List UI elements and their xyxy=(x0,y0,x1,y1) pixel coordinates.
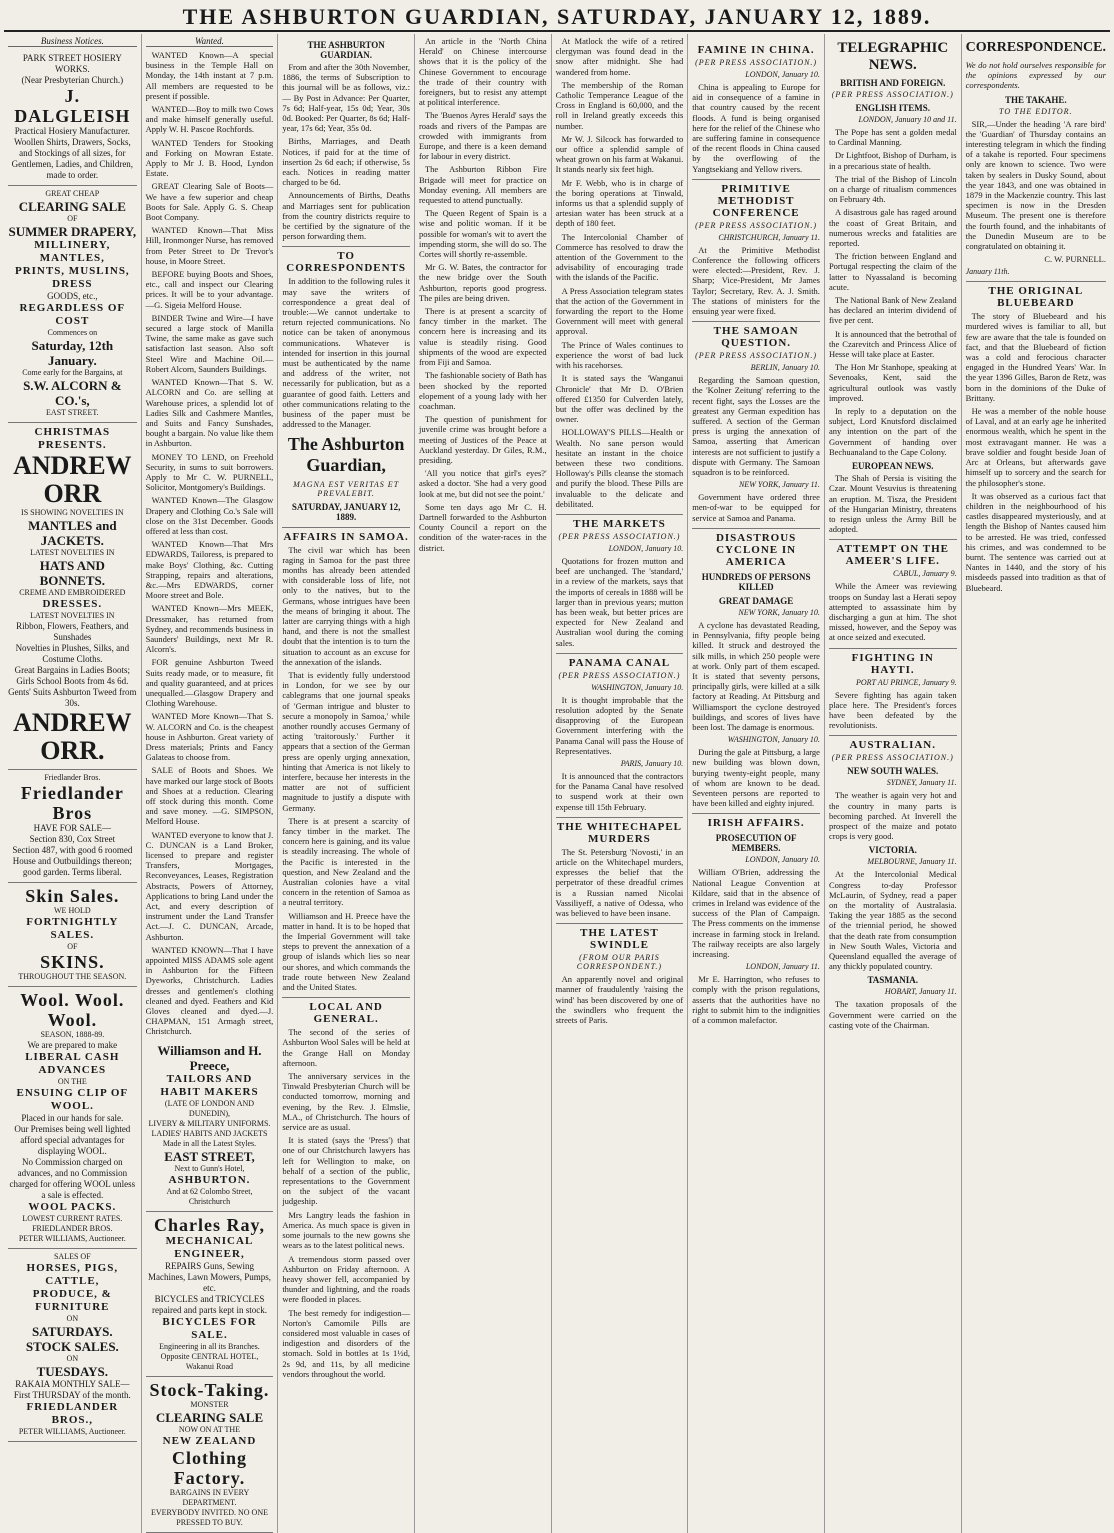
ad-line: HATS AND BONNETS. xyxy=(39,558,106,588)
ad-line: OF xyxy=(67,214,78,223)
english-item: The Pope has sent a golden medal to Cardinal Manning. xyxy=(828,127,957,148)
ad-line: PRINTS, MUSLINS, DRESS xyxy=(14,265,130,290)
letter-date: January 11th. xyxy=(965,267,1010,277)
local-news-item: A tremendous storm passed over Ashburton on Friday afternoon. A heavy shower fell, accompanied by thunder and lightning, and the roads were flooded in places. xyxy=(282,1253,410,1305)
ad-line: FORTNIGHTLY SALES. xyxy=(26,916,119,941)
section-heading: LOCAL AND GENERAL. xyxy=(282,997,410,1025)
article-paragraph: The story of Bluebeard and his murdered wives is familiar to all, but few are aware that the tale is founded on fact, and that the Bluebeard of fiction was a cold and ferocious character engaged in the Hundred Years' War. In the year 1396 Gilles, Baron de Retz, was born in the dominions of the Duke of Brittany. xyxy=(965,311,1106,403)
section-subheading: BRITISH AND FOREIGN. xyxy=(840,78,946,88)
dateline: CHRISTCHURCH, January 11. xyxy=(718,232,820,242)
ad-line: MANTLES and JACKETS. xyxy=(28,518,117,548)
dateline: HOBART, January 11. xyxy=(884,987,957,997)
wanted-ad: WANTED Known—That S. W. ALCORN and Co. are selling at Warehouse prices, a splendid lot of Ladies Silk and Cashmere Mantles, and Suits and Fancy Sunshades, bought a bargain. No value like them in Ashburton. xyxy=(145,377,274,449)
ad-line: MONSTER xyxy=(190,1399,229,1409)
ad-line: RAKAIA MONTHLY SALE—First THURSDAY of the month. xyxy=(13,1379,131,1400)
wanted-ad: MONEY TO LEND, on Freehold Security, in sums to suit borrowers. Apply to Mr C. W. PURNELL, Solicitor, Montgomery's Buildings. xyxy=(145,451,274,493)
ad-line: TUESDAYS. xyxy=(36,1364,109,1379)
column-editorial xyxy=(277,34,414,1533)
wanted-ad: WANTED everyone to know that J. C. DUNCAN is a Land Broker, licensed to prepare and register Transfers, Mortgages, Reconveyances, Leases, Registration Abstracts, Powers of Attorney, Applications to bring Land under the Act, and every description of instrument under the Land Transfer Act.—J. C. DUNCAN, Arcade, Ashburton. xyxy=(145,829,274,942)
issue-date: SATURDAY, JANUARY 12, 1889. xyxy=(291,501,401,522)
ad-line: SEASON, 1888-89. xyxy=(40,1030,105,1039)
ad-line: ON xyxy=(66,1314,79,1323)
ad-line: And at 62 Colombo Street, Christchurch xyxy=(166,1186,253,1206)
ad-line: Skin Sales. xyxy=(25,886,120,906)
english-item: In reply to a deputation on the subject, Lord Knutsford disclaimed any intention on the part of the Government of handing over Bechuanaland to the Cape Colony. xyxy=(828,406,957,457)
ad-line: Novelties in Plushes, Silks, and Costume Cloths. xyxy=(15,643,130,664)
section-subheading: TO THE EDITOR. xyxy=(999,106,1073,116)
news-item: HOLLOWAY'S PILLS—Health or Wealth. No sane person would hesitate an instant in the choice between these two conditions. Holloway's Pills cleanse the stomach and purify the blood. These Pills are invaluable to the delicate and debilitated. xyxy=(555,427,684,509)
article-text: While the Ameer was reviewing troops on Sunday last a Herati sepoy attempted to assassinate him by discharging a gun at him. The shot missed, however, and the Sepoy was at once seized and executed. xyxy=(828,581,957,643)
ad-line: Ribbon, Flowers, Feathers, and Sunshades xyxy=(16,621,129,642)
correspondents-note: In addition to the following rules it may save the writers of correspondence a great deal of trouble:—We cannot undertake to return rejected communications. No notice can be taken of anonymous communications. Whatever is intended for insertion in this journal must be authenticated by the name and address of the writer, not necessarily for publication, but as a guarantee of good faith. Letters and other communications relating to the business of the paper must be addressed to the Manager. xyxy=(282,276,410,430)
article-paragraph: The civil war which has been raging in Samoa for the past three months has already been attended with considerable loss of life, not only to the natives, but to the Germans, whose intrigues have been the means of bringing it about. The latter are carrying things with a high hand, and there is not the smallest doubt that the intention is to turn the situation to account as an excuse for the annexation of the islands. xyxy=(282,544,410,667)
ad-line: LOWEST CURRENT RATES. xyxy=(22,1214,123,1223)
section-heading: DISASTROUS CYCLONE IN AMERICA xyxy=(692,528,820,568)
dateline: CABUL, January 9. xyxy=(893,569,957,579)
article-paragraph: That is evidently fully understood in London, for we see by our cablegrams that one journal speaks of 'German intrigue and bluster to secure a monopoly in Samoa,' while another roundly accuses Germany of acting 'traitorously.' Further it appears that a section of the German press are openly urging annexation, hinting that America is not likely to interfere, because her interests in the matter are not of sufficient magnitude to justify a dispute with Germany. xyxy=(282,669,410,813)
dateline: NEW YORK, January 10. xyxy=(738,607,820,617)
ad-line: Saturday, 12th January. xyxy=(31,338,114,368)
dateline: LONDON, January 10 and 11. xyxy=(858,115,957,124)
section-heading: PANAMA CANAL xyxy=(556,653,684,669)
section-subheading: (PER PRESS ASSOCIATION.) xyxy=(695,351,818,361)
news-item: The Intercolonial Chamber of Commerce has resolved to draw the attention of the Government to the advisability of encouraging trade with the islands of the Pacific. xyxy=(555,231,684,283)
section-subheading: HUNDREDS OF PERSONS KILLED xyxy=(701,571,811,592)
dateline: SYDNEY, January 11. xyxy=(886,778,957,788)
dateline: LONDON, January 10. xyxy=(608,543,684,553)
ad-line: OF xyxy=(67,942,78,951)
section-subheading: PROSECUTION OF MEMBERS. xyxy=(715,833,797,854)
article-text: At the Intercolonial Medical Congress to-day Professor McLaurin, of Sydney, read a paper on the mortality of Australasia. Taking the year 1885 as the second of the triennial period, he showed that the death rate from consumption in New South Wales, Victoria and Queensland equalled the average of any thickly populated country. xyxy=(828,869,957,972)
ad-sales xyxy=(8,1249,137,1442)
section-heading: THE ORIGINAL BLUEBEARD xyxy=(966,281,1106,309)
section-heading: ENGLISH ITEMS. xyxy=(855,103,931,113)
article-text: Quotations for frozen mutton and beef are unchanged. The 'standard,' in a review of the markets, says that the imports of cereals in 1888 will be larger than in previous years; mutton has been weak, but better prices are expected for New Zealand and Australian wool during the coming sales. xyxy=(555,555,684,648)
ad-line: LIVERY & MILITARY UNIFORMS. xyxy=(148,1118,271,1128)
ad-line: SKINS. xyxy=(40,952,105,972)
ad-line: (LATE OF LONDON AND DUNEDIN), xyxy=(164,1098,255,1118)
ad-line: Section 487, with good 6 roomed House and Outbuildings thereon; good garden. Terms liberal. xyxy=(12,845,133,877)
ad-charles-ray xyxy=(146,1212,274,1377)
news-item: The fashionable society of Bath has been shocked by the reported elopement of a young lady with her coachman. xyxy=(418,370,547,411)
news-items xyxy=(556,36,684,509)
ad-line: LADIES' HABITS AND JACKETS xyxy=(151,1128,268,1138)
article-text: It is announced that the contractors for the Panama Canal have resolved to suspend work at their own expense till 15th February. xyxy=(555,770,684,812)
dateline: WASHINGTON, January 10. xyxy=(591,682,684,692)
ad-line: TAILORS AND HABIT MAKERS xyxy=(160,1072,259,1098)
news-item: The membership of the Roman Catholic Temperance League of the Cross in England is 60,000, and the roll in Ireland greatly exceeds this number. xyxy=(555,79,684,131)
ad-line: Gents' Suits Ashburton Tweed from 30s. xyxy=(8,687,137,708)
article-text: The weather is again very hot and the country in many parts is becoming parched. At Inverell the prospect of the maize and potato crops is very good. xyxy=(828,790,957,842)
ad-line: GREAT CHEAP xyxy=(45,189,100,198)
section-heading: THE LATEST SWINDLE xyxy=(556,923,684,951)
wanted-ad: WANTED Known—That Miss Hill, Ironmonger Nurse, has removed from Peter Street to Dr Trevor's house, in Moore Street. xyxy=(145,225,274,266)
wanted-ad: BEFORE buying Boots and Shoes, etc., call and inspect our Clearing prices. It will be to your advantage.—G. Sigeia Melford House. xyxy=(145,269,274,310)
ad-name: J. DALGLEISH xyxy=(14,86,131,126)
column-header: Business Notices. xyxy=(8,36,137,47)
ad-line: (Near Presbyterian Church.) xyxy=(21,75,124,85)
announcement-note: Announcements of Births, Deaths and Marriages sent for publication from the country districts require to be certified by the signature of the person forwarding them. xyxy=(282,190,410,242)
ad-line: Come early for the Bargains, at xyxy=(22,368,123,377)
column-header: Wanted. xyxy=(146,36,274,47)
local-news-item: The anniversary services in the Tinwald Presbyterian Church will be conducted tomorrow, morning and evening, by the Rev. J. Elmslie, M.A., of Christchurch. The hours of service are as usual. xyxy=(282,1071,410,1133)
article-text: It is thought improbable that the resolution adopted by the Senate disapproving of the European Government interfering with the Panama Canal will pass the House of Representatives. xyxy=(555,694,684,756)
section-heading: CORRESPONDENCE. xyxy=(965,40,1106,55)
ad-line: Williamson and H. Preece, xyxy=(157,1042,262,1073)
section-heading: VICTORIA. xyxy=(868,845,917,856)
english-item: The Hon Mr Stanhope, speaking at Sevenoaks, Kent, said the agricultural outlook was vastly improved. xyxy=(828,362,957,403)
ad-line: No Commission charged on advances, and no Commission charged for offering WOOL unless a sale is effected. xyxy=(9,1157,136,1200)
local-news-item: The second of the series of Ashburton Wool Sales will be held at the Grange Hall on Monday afternoon. xyxy=(282,1027,410,1068)
affairs-article xyxy=(282,545,410,993)
letter-signature: C. W. PURNELL. xyxy=(1044,254,1106,265)
article-text: The Shah of Persia is visiting the Czar. Mount Vesuvius is threatening an eruption. M. Tisza, the President of the Hungarian Ministry, threatens to resign unless the Army Bill be adopted. xyxy=(828,473,957,535)
section-subheading: (PER PRESS ASSOCIATION.) xyxy=(831,753,954,763)
news-item: The 'Buenos Ayres Herald' says the roads and rivers of the Pampas are crowded with immigrants from Europe, and there is a keen demand for labour in every district. xyxy=(418,110,547,162)
ad-line: Stock-Taking. xyxy=(149,1379,270,1400)
ad-line: FRIEDLANDER BROS., xyxy=(26,1401,119,1426)
ad-line: Section 830, Cox Street xyxy=(29,834,116,844)
ad-line: HAVE FOR SALE— xyxy=(33,823,111,833)
section-heading: EUROPEAN NEWS. xyxy=(852,461,934,472)
section-subheading: (PER PRESS ASSOCIATION.) xyxy=(558,531,681,541)
ad-line: WOOL PACKS. xyxy=(28,1201,117,1213)
column-correspondence xyxy=(961,34,1110,1533)
section-subheading: (PER PRESS ASSOCIATION.) xyxy=(695,220,818,230)
ad-line: Woollen Shirts, Drawers, Socks, and Stockings of all sizes, for Gentlemen, Ladies, and Children, made to order. xyxy=(11,137,134,180)
ad-line: BICYCLES and TRICYCLES repaired and parts kept in stock. xyxy=(152,1293,267,1315)
wanted-ad: WANTED Known—The Glasgow Drapery and Clothing Co.'s Sale will close on the 31st December. Goods offered at less than cost. xyxy=(145,495,274,536)
english-item: The friction between England and Portugal respecting the claim of the latter to Nyassaland is becoming acute. xyxy=(828,251,957,292)
english-item: The trial of the Bishop of Lincoln on a charge of ritualism commences on February 4th. xyxy=(828,173,957,205)
local-news-item: The best remedy for indigestion—Norton's Camomile Pills are considered most valuable in cases of indigestion and disorders of the stomach. Sold in bottles at 1s 1½d, 2s 9d, and 11s, by all medicine vendors throughout the world. xyxy=(282,1307,410,1379)
nameplate: The Ashburton Guardian, xyxy=(287,433,405,475)
article-text: Severe fighting has again taken place here. The President's forces have been defeated by the revolutionists. xyxy=(828,689,957,731)
news-item: There is at present a scarcity of fancy timber in the market. The concern here is increasing and its value is steadily rising. Good shipments of the wood are expected from Fiji and Samoa. xyxy=(418,306,547,368)
wanted-ad: WANTED Known—That Mrs EDWARDS, Tailoress, is prepared to make Boys' Clothing, &c. Cutting Strapping, repairs and alterations, &c.—Mrs EDWARDS, corner Moore street and Bole. xyxy=(145,539,274,601)
ad-line: Engineering in all its Branches. xyxy=(159,1341,260,1351)
news-item: Mr F. Webb, who is in charge of the boring operations at Tinwald, informs us that a splendid supply of artesian water has been struck at a depth of 180 feet. xyxy=(555,177,684,229)
article-paragraph: It was observed as a curious fact that children in the neighbourhood of his castles disappeared mysteriously, and at length the Bishop of Nantes caused him to be arrested. He was tried, confessed his crimes, and was condemned to be burnt. The sentence was carried out at Nantes in 1440, and the story of his misdeeds passed into tradition as that of Bluebeard. xyxy=(965,490,1106,593)
section-heading: TELEGRAPHIC NEWS. xyxy=(837,40,949,73)
news-item: An article in the 'North China Herald' on Chinese intercourse shows that it is the policy of the Chinese Government to encourage the trade of their country with foreigners, but to resist any attempt at political interference. xyxy=(418,36,547,108)
ad-line: Our Premises being well lighted afford special advantages for displaying WOOL. xyxy=(14,1124,131,1156)
section-subheading: (PER PRESS ASSOCIATION.) xyxy=(831,90,954,99)
section-heading: AFFAIRS IN SAMOA. xyxy=(282,527,410,543)
article-text: Mr E. Harrington, who refuses to comply with the prison regulations, asserts that the authorities have no right to submit him to the indignities of a common malefactor. xyxy=(692,974,820,1025)
english-item: It is announced that the betrothal of the Czarevitch and Princess Alice of Hesse will take place at Easter. xyxy=(828,328,957,360)
ad-line: We are prepared to make xyxy=(27,1040,118,1050)
ad-line: MILLINERY, MANTLES, xyxy=(34,239,111,264)
ad-line: LATEST NOVELTIES IN xyxy=(30,611,115,620)
wanted-ad: FOR genuine Ashburton Tweed Suits ready made, or to measure, fit and quality guaranteed, and at prices unequalled.—Glasgow Drapery and Clothing Warehouse. xyxy=(145,657,274,709)
masthead-title: THE ASHBURTON GUARDIAN, SATURDAY, JANUARY 12, 1889. xyxy=(182,4,932,29)
wanted-ad: WANTED Known—A special business in the Temple Hall on Monday, the 14th instant at 7 p.m. All members are requested to be present if possible. xyxy=(145,50,274,101)
article-text: William O'Brien, addressing the National League Convention at Kildare, said that in the absence of crimes in Ireland was evidence of the success of the Plan of Campaign. The Press comments on the immense increase in farming stock in Ireland. The railway receipts are also largely increasing. xyxy=(692,867,820,959)
section-subheading: (PER PRESS ASSOCIATION.) xyxy=(695,58,818,67)
subscription-terms: From and after the 30th November, 1886, the terms of Subscription to this journal will be as follows, viz.:— By Post in Advance: Per Quarter, 7s 6d; Half-year, 15s 0d; Year, 30s 0d. Booked: Per Quarter, 8s 6d; Half-year, 17s 6d; Year, 35s 0d. xyxy=(282,62,410,134)
ad-line: CLEARING SALE xyxy=(155,1409,264,1425)
ad-line: FRIEDLANDER BROS. xyxy=(32,1224,113,1233)
ad-line: BICYCLES FOR SALE. xyxy=(162,1315,257,1341)
article-text: The St. Petersburg 'Novosti,' in an article on the Whitechapel murders, expresses the belief that the perpetrator of these dreadful crimes is a Russian named Nicolai Vassiliyeff, a native of Odessa, who was believed to have been insane. xyxy=(555,846,684,919)
column-cables xyxy=(687,34,824,1533)
ad-wool xyxy=(8,987,137,1249)
ad-williamson-preece xyxy=(146,1040,274,1212)
ad-line: ENSUING CLIP OF WOOL. xyxy=(16,1087,129,1112)
dateline: BERLIN, January 10. xyxy=(750,363,820,373)
ad-line: NOW ON AT THE xyxy=(178,1424,241,1434)
news-item: 'All you notice that girl's eyes?' asked a doctor. 'She had a very good look at me, but did not see the point.' xyxy=(418,468,547,499)
ad-line: Next to Gunn's Hotel, xyxy=(174,1163,245,1173)
ad-line: STOCK SALES. xyxy=(25,1339,119,1354)
dateline: LONDON, January 10. xyxy=(745,855,820,865)
dateline: LONDON, January 10. xyxy=(745,70,820,79)
article-paragraph: He was a member of the noble house of Laval, and at an early age he inherited enormous wealth, which he spent in the most extravagant manner. He was a brave soldier and fought beside Joan of Arc at Orleans, but afterwards gave himself up to sorcery and the search for the philosopher's stone. xyxy=(965,406,1106,488)
wanted-ad: WANTED KNOWN—That I have appointed MISS ADAMS sole agent in Ashburton for the Fifteen Dyeworks, Christchurch. Ladies dresses and gentlemen's clothing cleaned and dyed. Feathers and Kid Gloves cleaned and dyed.—J. CHAPMAN, 151 Armagh street, Christchurch. xyxy=(145,944,274,1037)
ad-line: Placed in our hands for sale. xyxy=(21,1113,124,1123)
wanted-ad: SALE of Boots and Shoes. We have marked our large stock of Boots and Shoes at a reduction. Clearing off stock during this month. Come and save money. —G. SIMPSON, Melford House. xyxy=(145,765,274,827)
dateline: WASHINGTON, January 10. xyxy=(727,735,820,745)
ad-line: PRODUCE, & FURNITURE xyxy=(32,1288,112,1313)
ad-line: Clothing Factory. xyxy=(171,1447,247,1488)
newspaper-page xyxy=(4,4,1110,1527)
ad-line: SATURDAYS. xyxy=(32,1324,113,1339)
ad-line: PETER WILLIAMS, Auctioneer. xyxy=(18,1427,126,1436)
ad-clothing-factory xyxy=(146,1377,274,1533)
ad-line: Practical Hosiery Manufacturer. xyxy=(14,126,130,136)
disclaimer: We do not hold ourselves responsible for the opinions expressed by our correspondents. xyxy=(965,60,1106,91)
column-news-items xyxy=(414,34,551,1533)
ad-line: Friedlander Bros xyxy=(20,783,124,823)
columns xyxy=(4,34,1110,1527)
ad-line: GOODS, etc., xyxy=(47,291,98,301)
news-item: The Ashburton Ribbon Fire Brigade will meet for practice on Monday evening. All members are requested to attend punctually. xyxy=(418,164,547,206)
wanted-ad: BINDER Twine and Wire—I have secured a large stock of Manilla Twine, the same make as gave such satisfaction last season. Also soft Steel Wire and Machine Oil.—Robert Alcorn, Saunders Buildings. xyxy=(145,312,274,374)
ad-andrew-orr xyxy=(8,423,137,770)
ad-line: Great Bargains in Ladies Boots; Girls School Boots from 4s 6d. xyxy=(14,665,130,686)
ad-line: CHRISTMAS PRESENTS. xyxy=(34,426,111,451)
ad-line: DRESSES. xyxy=(42,598,103,610)
ad-line: ANDREW ORR xyxy=(13,451,132,508)
section-heading: TO CORRESPONDENTS xyxy=(282,246,410,274)
article-text: Regarding the Samoan question, the 'Kolner Zeitung' referring to the recent fight, says the Losses are the greatest any German expedition has suffered. A section of the German press is urging the annexation of Samoa, asserting that American interests are not sufficient to justify a dispute with Germany. The Samoan squadron is to be reinforced. xyxy=(692,375,820,478)
ad-line: HORSES, PIGS, CATTLE, xyxy=(26,1262,119,1287)
article-text: Government have ordered three men-of-war to be equipped for service at Samoa and Panama. xyxy=(692,492,820,523)
section-subheading: (FROM OUR PARIS CORRESPONDENT.) xyxy=(576,953,663,972)
dateline: PORT AU PRINCE, January 9. xyxy=(856,677,957,687)
dateline: LONDON, January 11. xyxy=(745,962,820,972)
section-heading: FAMINE IN CHINA. xyxy=(697,44,815,56)
dateline: MELBOURNE, January 11. xyxy=(867,857,957,867)
news-item: It is stated says the 'Wanganui Chronicle' that Mr D. O'Brien offered £1350 for Culverden lately, but the offer was declined by the owner. xyxy=(555,373,684,425)
column-wanted xyxy=(141,34,278,1533)
ad-line: IS SHOWING NOVELTIES IN xyxy=(21,508,124,517)
section-subheading: GREAT DAMAGE xyxy=(718,595,794,606)
news-item: A Press Association telegram states that the action of the Government in forwarding the report to the Home Government will meet with general approval. xyxy=(555,285,684,337)
section-heading: THE MARKETS xyxy=(556,514,684,530)
wanted-ad: WANTED More Known—That S. W. ALCORN and Co. is the cheapest house in Ashburton. Great variety of Dress materials; Prints and Fancy Galateas to choose from. xyxy=(145,711,274,763)
ad-line: Friedlander Bros. xyxy=(44,773,101,782)
notices-rates: Births, Marriages, and Death Notices, if paid for at the time of insertion 2s 6d each; if otherwise, 5s each. Notices in reading matter charged to be 6d. xyxy=(282,136,410,188)
section-heading: THE TAKAHE. xyxy=(1004,94,1067,105)
ad-line: WE HOLD xyxy=(54,906,91,915)
bluebeard-article xyxy=(966,311,1106,592)
ad-line: SUMMER DRAPERY, xyxy=(8,224,137,239)
section-heading: IRISH AFFAIRS. xyxy=(692,813,820,829)
section-heading: THE SAMOAN QUESTION. xyxy=(692,321,820,349)
ad-line: CLEARING SALE xyxy=(18,199,126,214)
news-item: At Matlock the wife of a retired clergyman was found dead in the snow after midnight. She had wandered from home. xyxy=(555,36,684,77)
motto: MAGNA EST VERITAS ET PREVALEBIT. xyxy=(293,479,400,498)
column-news-markets xyxy=(551,34,688,1533)
section-heading: TASMANIA. xyxy=(867,975,919,986)
ad-line: Opposite CENTRAL HOTEL, Wakanui Road xyxy=(160,1351,259,1371)
article-text: China is appealing to Europe for aid in consequence of a famine in that country caused by the recent floods. A fund is being organised here for the relief of the Chinese who are suffering famine in consequence of the recent floods in China caused by the overflowing of the Yangtsekiang and Yellow rivers. xyxy=(692,82,820,174)
letter-text: SIR,—Under the heading 'A rare bird' the 'Guardian' of Thursday contains an interesting telegram in which the finding of a takahe is reported. Four specimens only are known to science. Two were taken by sealers in Dusky Sound, about the year 1843, and one was obtained in 1879 in the Mackenzie country. This last specimen is now in the Dresden Museum. The present one is therefore the fourth found, and the inhabitants of the Dunedin Museum are to be congratulated on obtaining it. xyxy=(965,118,1106,252)
wanted-ad: WANTED Tenders for Stooking and Forking on Mowran Estate. Apply to Mr J. B. Hood, Lyndon Estate. xyxy=(145,137,274,179)
wanted-ad: WANTED Known—Mrs MEEK, Dressmaker, has returned from Sydney, and recommends business in Saunders' Buildings, next Mr R. Alcorn's. xyxy=(145,603,274,655)
news-item: Mr G. W. Bates, the contractor for the new bridge over the South Ashburton, reports good progress. The piles are being driven. xyxy=(418,262,547,303)
article-text: At the Primitive Methodist Conference the following officers were elected:—President, Rev. J. Sharp; Vice-President, Mr James Taylor; Secretary, Rev. A. J. Smith. The stations of ministers for the ensuing year were fixed. xyxy=(692,244,820,317)
ad-line: ANDREW ORR. xyxy=(13,708,132,765)
ad-line: MECHANICAL ENGINEER, xyxy=(165,1234,254,1260)
section-heading: ATTEMPT ON THE AMEER'S LIFE. xyxy=(829,539,957,567)
ad-line: REPAIRS Guns, Sewing Machines, Lawn Mowers, Pumps, etc. xyxy=(147,1260,271,1293)
ad-line: EAST STREET, xyxy=(164,1148,255,1164)
ad-line: CREME AND EMBROIDERED xyxy=(19,588,126,597)
section-heading: FIGHTING IN HAYTI. xyxy=(829,648,957,676)
article-paragraph: There is at present a scarcity of fancy timber in the market. The concern here is gaining, and its value is steadily increasing. The whole of the Pacific is interested in the question, and New Zealand and the Australian colonies have a vital concern in the retention of Samoa as a neutral territory. xyxy=(282,815,410,908)
ad-park-street-hosiery xyxy=(8,50,137,186)
ad-line: Charles Ray, xyxy=(153,1214,265,1235)
local-news-item: Mrs Langtry leads the fashion in America. As much space is given in some journals to the new gowns she wears as to the latest political news. xyxy=(282,1209,410,1251)
section-heading: NEW SOUTH WALES. xyxy=(847,766,939,777)
column-business-notices xyxy=(4,34,141,1533)
ad-line: ON THE xyxy=(57,1077,87,1086)
section-heading: THE WHITECHAPEL MURDERS xyxy=(556,817,684,845)
ad-line: LATEST NOVELTIES IN xyxy=(30,548,115,557)
section-heading: PRIMITIVE METHODIST CONFERENCE xyxy=(692,179,820,219)
local-news-item: It is stated (says the 'Press') that one of our Christchurch lawyers has left for Wellington to make, on behalf of a section of the public, representations to the Government on the subject of the vacant judgeship. xyxy=(282,1135,410,1207)
article-text: The taxation proposals of the Government were carried on the casting vote of the Chairman. xyxy=(828,999,957,1030)
news-item: Mr W. J. Silcock has forwarded to our office a splendid sample of wheat grown on his farm at Wakanui. It stands nearly six feet high. xyxy=(555,133,684,175)
ad-line: LIBERAL CASH ADVANCES xyxy=(25,1051,120,1076)
english-item: A disastrous gale has raged around the coast of Great Britain, and numerous wrecks and fatalities are reported. xyxy=(828,207,957,249)
english-item: Dr Lightfoot, Bishop of Durham, is in a precarious state of health. xyxy=(828,150,957,171)
article-text: During the gale at Pittsburg, a large new building was blown down, burying twenty-eight people, many of whom are known to be dead. Seventeen persons are reported to have been killed and eighty injured. xyxy=(692,747,820,809)
ad-line: S.W. ALCORN & CO.'s, xyxy=(23,378,122,408)
ad-line: REGARDLESS OF COST xyxy=(19,302,126,327)
ad-line: THROUGHOUT THE SEASON. xyxy=(18,972,127,981)
ad-line: Wool. Wool. Wool. xyxy=(20,990,125,1030)
ad-clearing-sale xyxy=(8,186,137,423)
ad-friedlander-property xyxy=(8,770,137,883)
section-heading: AUSTRALIAN. xyxy=(829,735,957,751)
local-news xyxy=(282,1027,410,1379)
news-item: The Prince of Wales continues to experience the worst of bad luck with his racehorses. xyxy=(555,339,684,371)
english-item: The National Bank of New Zealand has declared an interim dividend of five per cent. xyxy=(828,295,957,326)
wanted-list xyxy=(146,50,274,1037)
news-item: Some ten days ago Mr C. H. Dartnell forwarded to the Ashburton County Council a report on the condition of the water-races in the district. xyxy=(418,501,547,553)
ad-line: PETER WILLIAMS, Auctioneer. xyxy=(18,1234,126,1243)
ad-line: ASHBURTON. xyxy=(168,1173,251,1186)
section-subheading: (PER PRESS ASSOCIATION.) xyxy=(558,670,681,680)
column-telegraphic-news xyxy=(824,34,961,1533)
ad-line: BARGAINS IN EVERY xyxy=(169,1487,250,1497)
section-heading: THE ASHBURTON GUARDIAN. xyxy=(307,40,385,60)
masthead xyxy=(4,4,1110,32)
wanted-ad: GREAT Clearing Sale of Boots—We have a few superior and cheap Boots for Sale. Apply G. S. Cheap Boot Company. xyxy=(145,181,274,223)
ad-line: Commences on xyxy=(47,328,98,337)
ad-line: Made in all the Latest Styles. xyxy=(162,1138,257,1148)
news-items xyxy=(419,36,547,553)
ad-line: EVERYBODY INVITED. NO ONE PRESSED TO BUY. xyxy=(150,1507,268,1527)
ad-line: EAST STREET. xyxy=(46,408,99,417)
article-text: An apparently novel and original manner of fraudulently 'raising the wind' has been discovered by one of the swindlers who frequent the streets of Paris. xyxy=(555,974,684,1026)
ad-line: SALES OF xyxy=(53,1252,91,1261)
ad-skin-sales xyxy=(8,883,137,987)
ad-line: PARK STREET HOSIERY WORKS. xyxy=(22,53,122,74)
dateline: NEW YORK, January 11. xyxy=(738,480,820,490)
ad-line: DEPARTMENT. xyxy=(182,1497,237,1507)
news-item: The question of punishment for juvenile crime was brought before a meeting of Justices of the Peace at Auckland yesterday. Dr Giles, R.M., presiding. xyxy=(418,414,547,465)
news-item: The Queen Regent of Spain is a wise and politic woman. If it be possible for woman's wit to avert the impending storm, she will do so. The Cortes will shortly re-assemble. xyxy=(418,208,547,260)
english-items xyxy=(829,127,957,457)
article-text: A cyclone has devastated Reading, in Pennsylvania, fifty people being killed. It struck and destroyed the silk mills, in which 250 people were at work. Only part of them escaped. It is stated that seventy persons, principally girls, were killed at a silk factory at Reading. At Pittsburg and Williamsport the cyclone destroyed buildings, and scores of lives have been lost. The damage is enormous. xyxy=(692,619,820,732)
dateline: PARIS, January 10. xyxy=(620,758,684,768)
ad-line: NEW ZEALAND xyxy=(162,1434,257,1447)
wanted-ad: WANTED—Boy to milk two Cows and make himself generally useful. Apply W. H. Pascoe Rochfords. xyxy=(145,104,274,135)
ad-line: ON xyxy=(66,1354,79,1363)
article-paragraph: Williamson and H. Preece have the matter in hand. It is to be hoped that the Imperial Government will take steps to prevent the annexation of a group of islands which lies so near our shores, and which commands the trade route between New Zealand and the United States. xyxy=(282,910,410,993)
